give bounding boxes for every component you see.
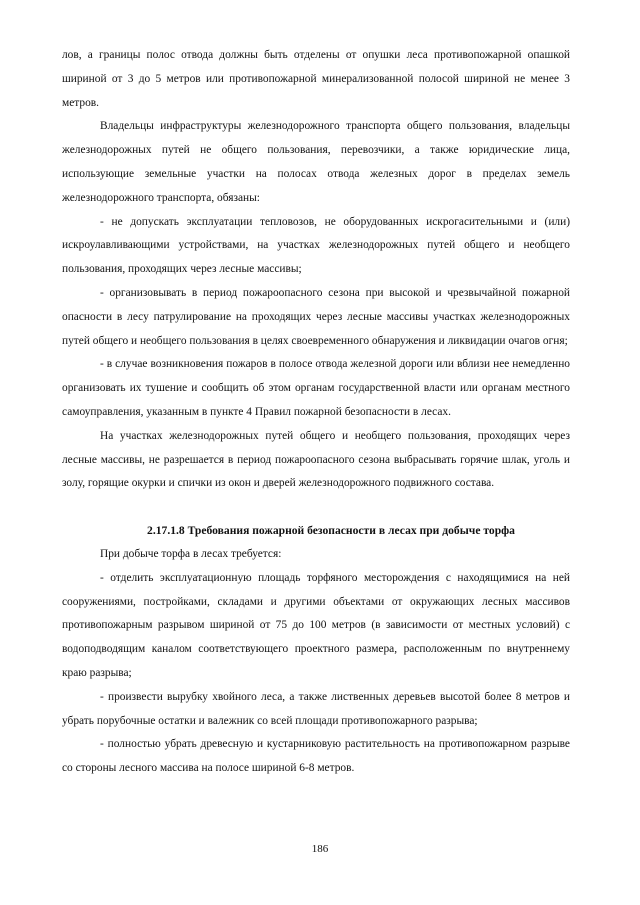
paragraph: Владельцы инфраструктуры железнодорожного транспорта общего пользования, владельцы железнодорожных путей не общего пользования, перевозчики, а также юридические лица, использующие земельные участки на полосах отвода железных дорог в пределах земель железнодорожного транспорта, обязаны:	[62, 120, 570, 204]
section-heading: 2.17.1.8 Требования пожарной безопасности в лесах при добыче торфа	[147, 524, 515, 538]
paragraph: На участках железнодорожных путей общего и необщего пользования, проходящих через лесные массивы, не разрешается в период пожароопасного сезона выбрасывать горячие шлак, уголь и золу, горящие окурки и спички из окон и дверей железнодорожного подвижного состава.	[62, 429, 570, 490]
paragraph: - произвести вырубку хвойного леса, а также лиственных деревьев высотой более 8 метров и убрать порубочные остатки и валежник со всей площади противопожарного разрыва;	[62, 690, 570, 727]
paragraph: - полностью убрать древесную и кустарниковую растительность на противопожарном разрыве со стороны лесного массива на полосе шириной 6-8 метров.	[62, 738, 570, 775]
body-text-section-1	[62, 44, 570, 496]
paragraph: При добыче торфа в лесах требуется:	[100, 547, 282, 560]
paragraph: лов, а границы полос отвода должны быть отделены от опушки леса противопожарной опашкой шириной от 3 до 5 метров или противопожарной минерализованной полосой шириной не менее 3 метров.	[62, 49, 570, 109]
paragraph: - не допускать эксплуатации тепловозов, не оборудованных искрогасительными и (или) искроулавливающими устройствами, на участках железнодорожных путей общего и необщего пользования, проходящих через лесные массивы;	[62, 215, 570, 276]
paragraph: - отделить эксплуатационную площадь торфяного месторождения с находящимися на ней сооружениями, постройками, складами и другими объектами от окружающих лесных массивов противопожарным разрывом шириной от 75 до 100 метров (в зависимости от местных условий) с водоподводящим каналом соответствующего проектного размера, расположенным по внутреннему краю разрыва;	[62, 571, 570, 679]
paragraph: - организовывать в период пожароопасного сезона при высокой и чрезвычайной пожарной опасности в лесу патрулирование на проходящих через лесные массивы участках железнодорожных путей общего и необщего пользования в целях своевременного обнаружения и ликвидации очагов огня;	[62, 286, 570, 347]
document-page	[62, 44, 570, 781]
paragraph: - в случае возникновения пожаров в полосе отвода железной дороги или вблизи нее немедленно организовать их тушение и сообщить об этом органам государственной власти или органам местного самоуправления, указанным в пункте 4 Правил пожарной безопасности в лесах.	[62, 358, 570, 418]
body-text-section-2	[62, 543, 570, 781]
page-number: 186	[311, 843, 329, 855]
